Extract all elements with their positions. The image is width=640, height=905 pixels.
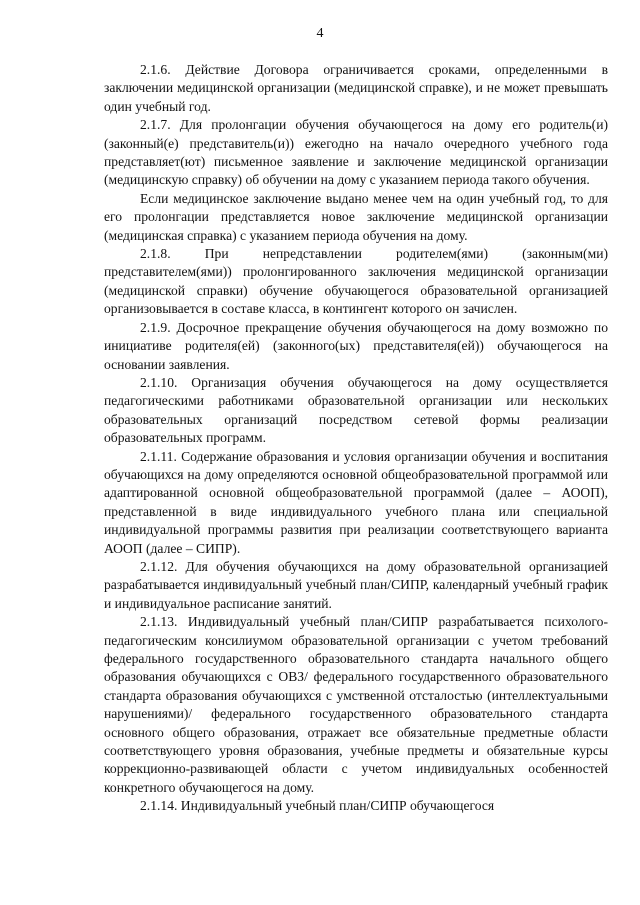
- page-number: 4: [316, 26, 324, 41]
- paragraph-2-1-10: 2.1.10. Организация обучения обучающегося на дому осуществляется педагогическими работниками образовательной организации или нескольких образовательных организаций посредством сетевой формы реализации образовательных программ.: [104, 374, 608, 446]
- paragraph-2-1-6: 2.1.6. Действие Договора ограничивается сроками, определенными в заключении медицинской организации (медицинской справке), и не может превышать один учебный год.: [104, 62, 608, 114]
- paragraph-2-1-7: 2.1.7. Для пролонгации обучения обучающегося на дому его родитель(и) (законный(е) представитель(и)) ежегодно на начало очередного учебного года представляет(ют) письменное заявление и заключение медицинской организации (медицинскую справку) об обучении на дому с указанием периода такого обучения.: [104, 117, 608, 188]
- document-body: [104, 61, 608, 816]
- paragraph-2-1-12: 2.1.12. Для обучения обучающихся на дому образовательной организацией разрабатывается индивидуальный учебный план/СИПР, календарный учебный график и индивидуальное расписание занятий.: [104, 558, 608, 611]
- paragraph-2-1-13: 2.1.13. Индивидуальный учебный план/СИПР разрабатывается психолого-педагогическим консилиумом образовательной организации с учетом требований федерального государственного образовательного стандарта начального общего образования обучающихся с ОВЗ/ федерального государственного образовательного стандарта образования обучающихся с умственной отсталостью (интеллектуальными нарушениями)/ федерального государственного образовательного стандарта основного общего образования, отражает все обязательные предметные области соответствующего уровня образования, учебные предметы и обязательные курсы коррекционно-развивающей области с учетом индивидуальных особенностей конкретного обучающегося на дому.: [104, 614, 608, 795]
- paragraph-2-1-8: 2.1.8. При непредставлении родителем(ями) (законным(ми) представителем(ями)) пролонгированного заключения медицинской организации (медицинской справки) обучение обучающегося образовательной организацией организовывается в составе класса, в контингент которого он зачислен.: [104, 246, 608, 317]
- paragraph-2-1-9: 2.1.9. Досрочное прекращение обучения обучающегося на дому возможно по инициативе родителя(ей) (законного(ых) представителя(ей)) обучающегося на основании заявления.: [104, 319, 608, 372]
- paragraph-2-1-11: 2.1.11. Содержание образования и условия организации обучения и воспитания обучающихся на дому определяются основной общеобразовательной программой или адаптированной основной общеобразовательной программой (далее – АООП), представленной в виде индивидуального учебного плана или специальной индивидуальной программы развития при реализации соответствующего варианта АООП (далее – СИПР).: [104, 448, 608, 556]
- paragraph-2-1-14: 2.1.14. Индивидуальный учебный план/СИПР обучающегося: [140, 798, 495, 814]
- paragraph-2-1-7-continuation: Если медицинское заключение выдано менее чем на один учебный год, то для его пролонгации представляется новое заключение медицинской организации (медицинская справка) с указанием периода обучения на дому.: [104, 190, 608, 243]
